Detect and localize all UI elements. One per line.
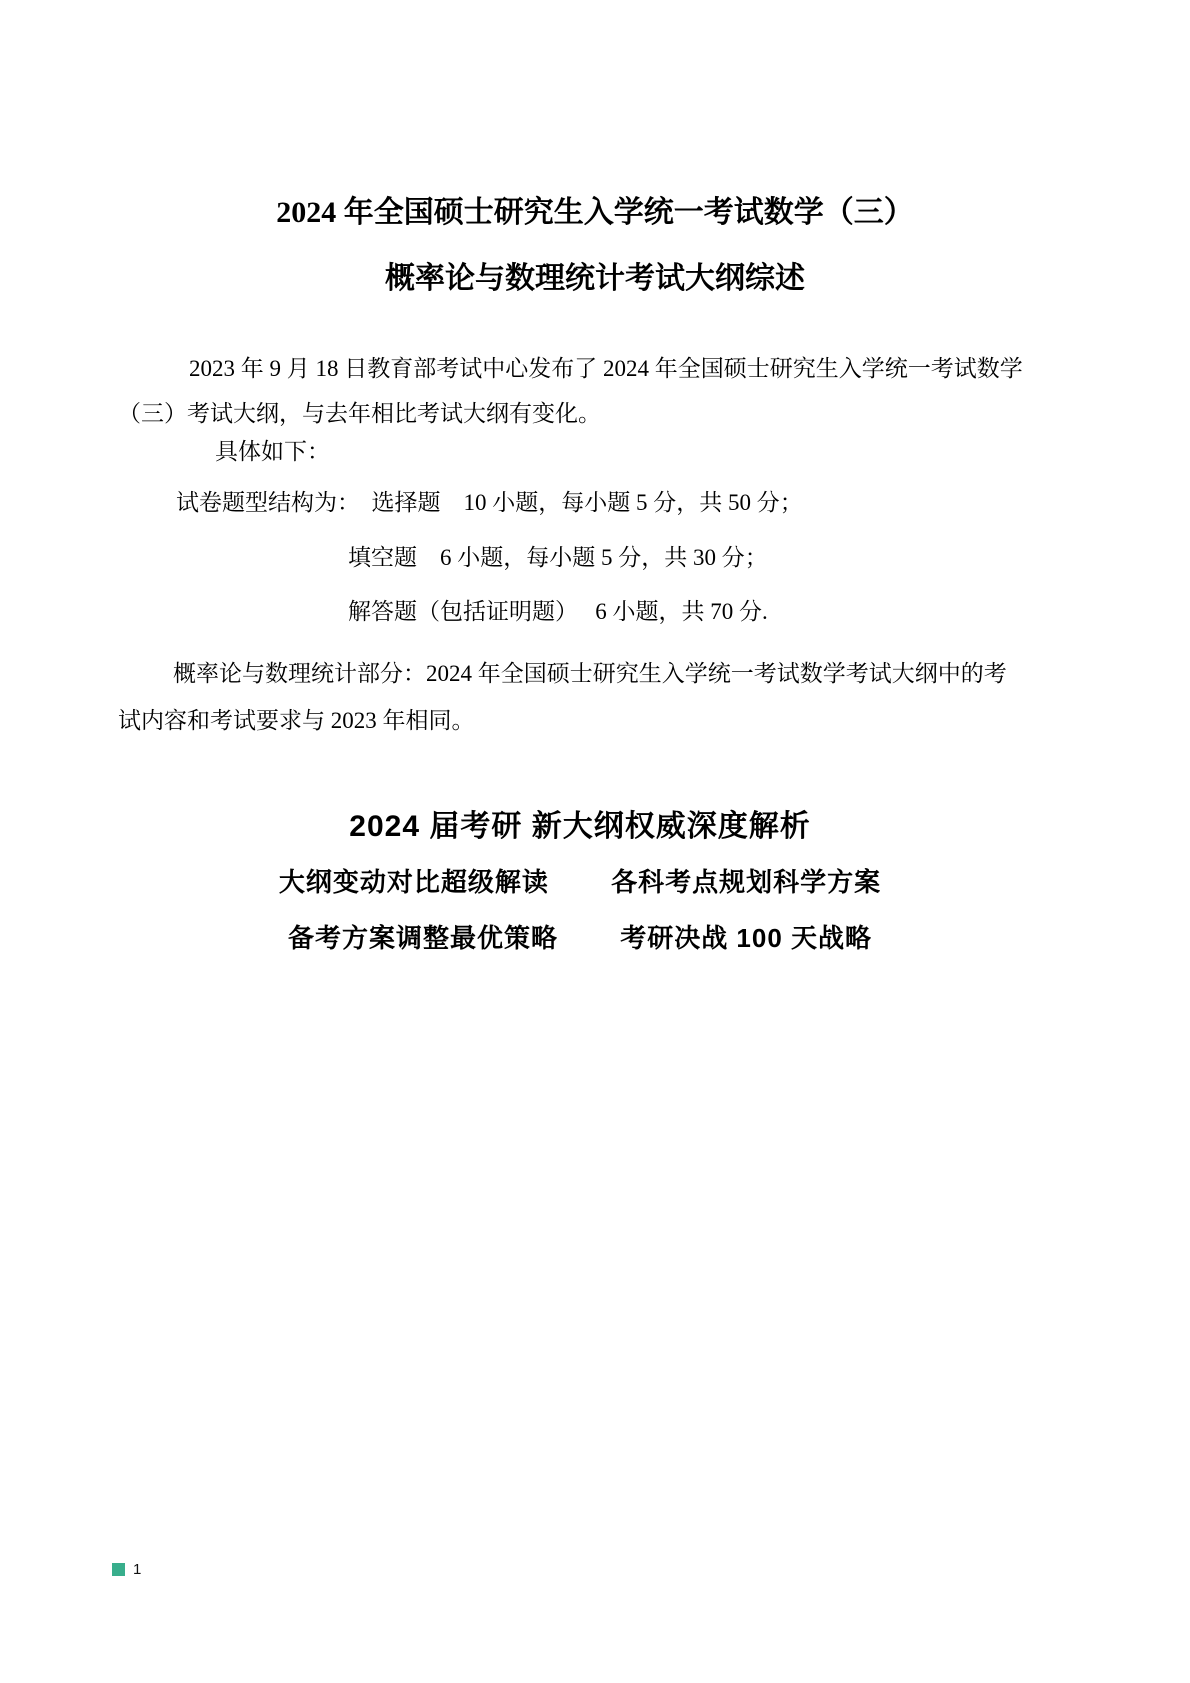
intro-paragraph-line2: （三）考试大纲，与去年相比考试大纲有变化。 — [118, 401, 601, 426]
promo-row-1 — [0, 869, 1160, 895]
detail-label: 具体如下： — [215, 439, 330, 464]
doc-title-line1: 2024 年全国硕士研究生入学统一考试数学（三） — [276, 196, 914, 229]
structure-line-choice: 试卷题型结构为： 选择题 10 小题，每小题 5 分，共 50 分； — [176, 490, 803, 515]
promo-row-2 — [0, 925, 1160, 951]
summary-paragraph-line2: 试内容和考试要求与 2023 年相同。 — [118, 708, 475, 733]
doc-title-line2: 概率论与数理统计考试大纲综述 — [385, 262, 805, 295]
page-marker-square — [112, 1563, 125, 1576]
summary-paragraph — [118, 650, 1072, 744]
structure-line-blank: 填空题 6 小题，每小题 5 分，共 30 分； — [348, 545, 768, 570]
intro-paragraph-line1: 2023 年 9 月 18 日教育部考试中心发布了 2024 年全国硕士研究生入学统一考试数学 — [189, 356, 1023, 381]
doc-title — [118, 198, 1072, 294]
page-number: 1 — [133, 1561, 142, 1578]
summary-paragraph-line1: 概率论与数理统计部分：2024 年全国硕士研究生入学统一考试数学考试大纲中的考 — [173, 661, 1007, 686]
page-footer — [112, 1561, 141, 1578]
promo-row1-right: 各科考点规划科学方案 — [611, 867, 882, 897]
structure-line-answer: 解答题（包括证明题） 6 小题，共 70 分. — [348, 599, 768, 624]
intro-paragraph — [118, 346, 1072, 436]
promo-row2-left: 备考方案调整最优策略 — [287, 923, 558, 953]
promo-heading: 2024 届考研 新大纲权威深度解析 — [349, 810, 811, 843]
promo-row2-right: 考研决战 100 天战略 — [620, 923, 873, 953]
promo-row1-left: 大纲变动对比超级解读 — [278, 867, 549, 897]
